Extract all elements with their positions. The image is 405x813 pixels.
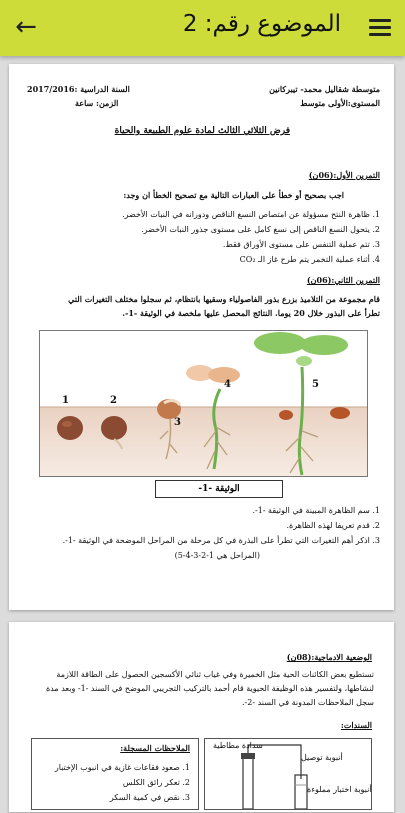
exercise-2-question: 1. سم الظاهرة المبينة في الوثيقة -1-. [252, 506, 380, 515]
figure-caption: الوثيقة -1- [155, 480, 283, 498]
apparatus-label: سدادة مطاطية [213, 741, 263, 750]
level: المستوى:الأولى متوسط [300, 98, 380, 108]
exercise-2-question: 3. اذكر أهم التغيرات التي تطرأ على البذرة في كل مرحلة من المراحل الموضحة في الوثيقة -1-. [62, 536, 380, 545]
exam-time: الزمن: ساعة [75, 98, 119, 108]
exercise-2-text: قام مجموعة من التلاميذ بزرع بذور الفاصولياء وسقيها بانتظام، ثم سجلوا مختلف التغيرات التي [68, 294, 380, 304]
exercise-2-title: التمرين الثاني:(06ن) [306, 275, 380, 285]
supports-heading: السندات: [340, 720, 372, 730]
arrow-left-icon[interactable]: ← [15, 12, 37, 42]
observation-item: 2. تعكر رائق الكلس [122, 778, 190, 787]
exercise-2-text: تطرأ على البذور خلال 20 يوما. النتائج المحصل عليها ملخصة في الوثيقة -1-. [122, 308, 380, 318]
figure-label-2: 2 [110, 395, 117, 406]
exercise-1-item: 1. ظاهرة النتح مسؤولة عن امتصاص النسغ الناقص ودورانه في النبات الأخضر. [122, 210, 380, 219]
figure-label-5: 5 [312, 379, 319, 390]
apparatus-label: أنبوبة اختبار مملوءة [307, 785, 372, 794]
situation-text: سجل الملاحظات المدونة في السند -2-. [242, 698, 374, 707]
figure-label-4: 4 [224, 379, 231, 390]
school-year: السنة الدراسية :2017/2016 [27, 84, 130, 94]
figure-label-1: 1 [62, 395, 69, 406]
exercise-1-item: 4. أثناء عملية التخمر يتم طرح غاز الـ CO₂ [239, 255, 380, 264]
exam-title: فرض الثلاثي الثالث لمادة علوم الطبيعة والحياة [114, 126, 290, 136]
exercise-1-item: 3. تتم عملية التنفس على مستوى الأوراق فقط. [222, 240, 380, 249]
app-bar [0, 0, 405, 56]
observation-item: 3. نقص في كمية السكر [109, 793, 190, 802]
hamburger-menu-icon[interactable] [369, 19, 391, 37]
observations-box [31, 738, 199, 810]
bean-germination-figure [39, 330, 368, 477]
situation-text: لنشاطها، ولتفسير هذه الوظيفة الحيوية قام أحمد بالتركيب التجريبي الموضح في السند -1- وبعد مدة [45, 684, 374, 693]
situation-text: تستطيع بعض الكائنات الحية مثل الخميرة وفي غياب ثنائي الأكسجين الحصول على الطاقة اللازمة [56, 670, 374, 679]
exercise-1-item: 2. يتحول النسغ الناقص إلى نسغ كامل على مستوى جذور النبات الأخضر. [141, 225, 380, 234]
document-page-1 [9, 64, 394, 610]
germination-illustration [40, 331, 367, 476]
exercise-1-instruction: اجب بصحيح أو خطأ على العبارات التالية مع تصحيح الخطأ ان وجد: [123, 190, 344, 200]
situation-title: الوضعية الادماجية:(08ن) [286, 652, 372, 662]
page-title: الموضوع رقم: 2 [182, 11, 341, 37]
figure-label-3: 3 [174, 417, 181, 428]
school-name: متوسطة شقاليل محمد- تيبركانين [269, 84, 380, 94]
observation-item: 1. صعود فقاعات غازية في انبوب الإختبار [54, 763, 190, 772]
document-page-2 [9, 622, 394, 812]
apparatus-diagram [204, 738, 372, 810]
observations-title: الملاحظات المسجلة: [120, 743, 190, 753]
exercise-1-title: التمرين الأول:(06ن) [308, 170, 380, 180]
exercise-2-question: 2. قدم تعريفا لهذه الظاهرة. [286, 521, 380, 530]
exercise-2-question: (المراحل هي 1-2-3-4-5) [174, 551, 260, 560]
apparatus-label: أنبوبة توصيل [301, 753, 343, 762]
